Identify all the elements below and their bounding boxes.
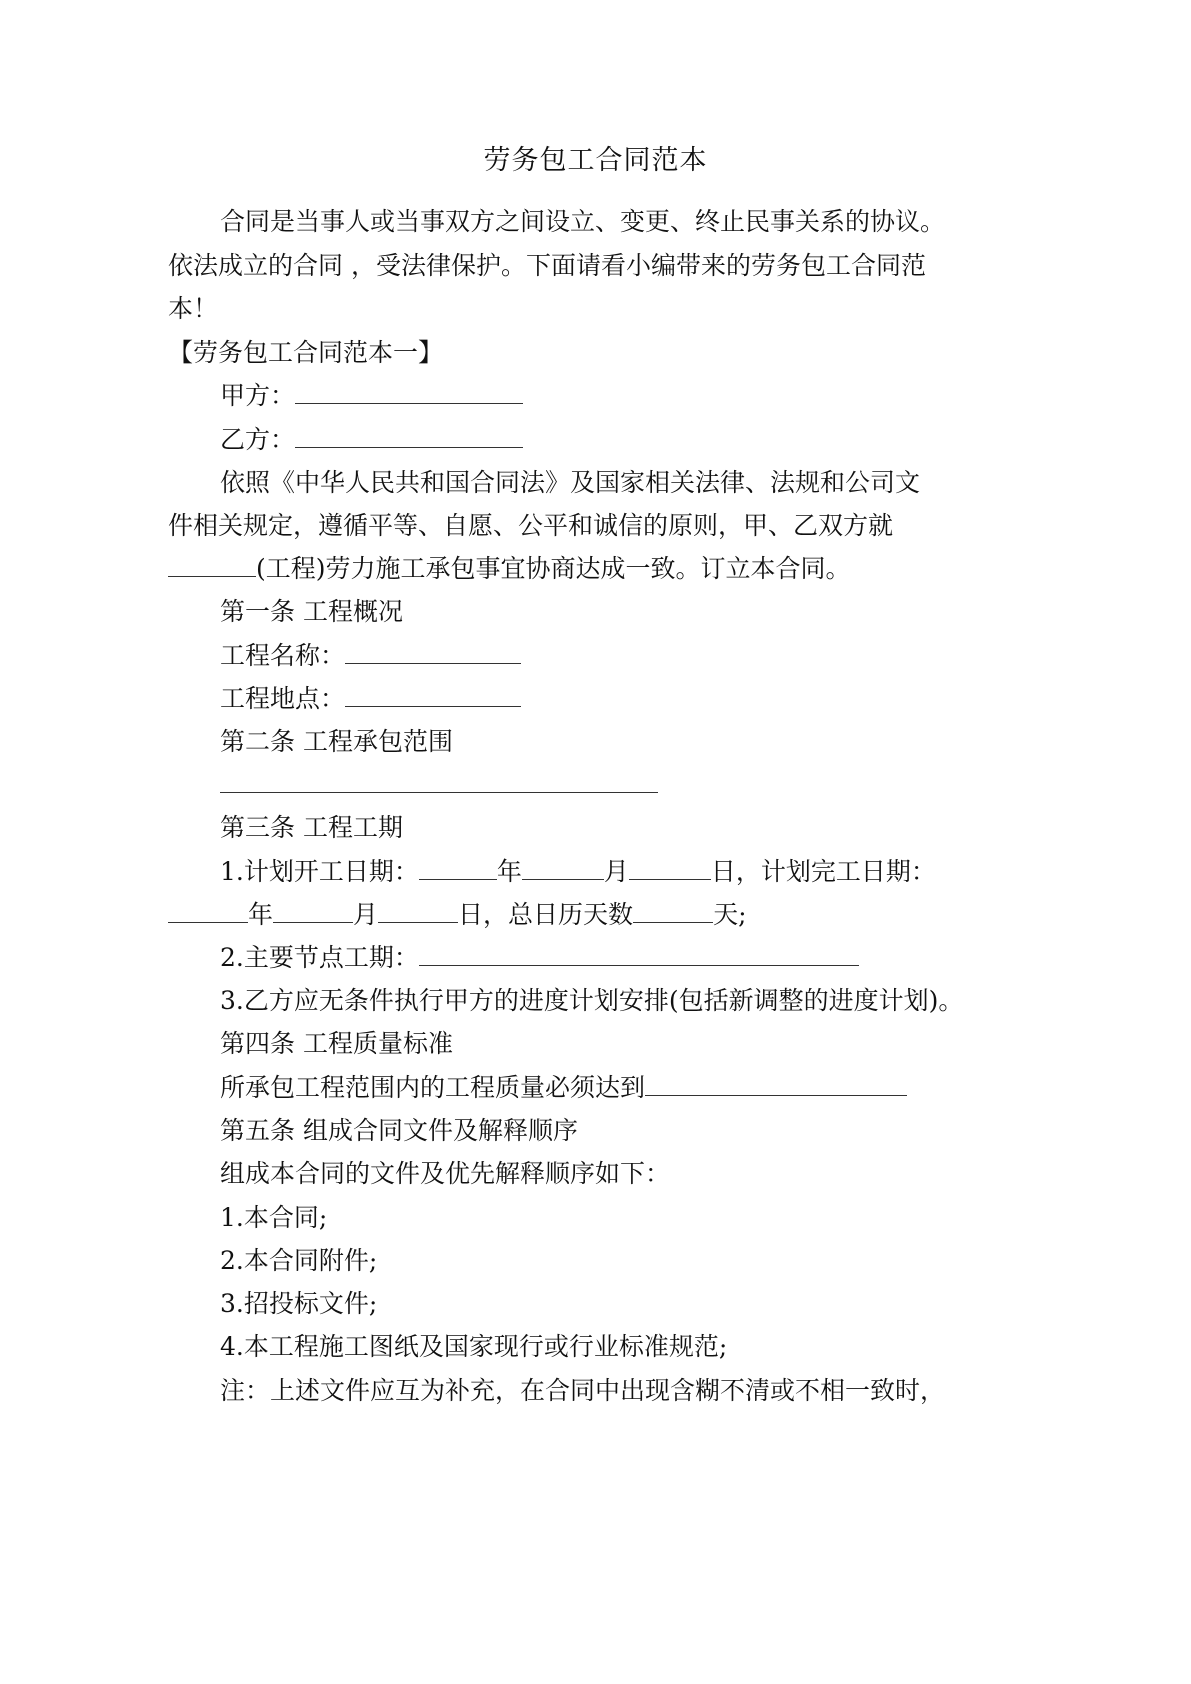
article3-heading: 第三条 工程工期 <box>220 813 403 842</box>
total-days-blank <box>633 900 713 923</box>
milestone-line <box>220 942 859 974</box>
article2-heading: 第二条 工程承包范围 <box>220 727 453 756</box>
list-item: 3.招投标文件; <box>220 1289 378 1318</box>
intro-line-1: 合同是当事人或当事双方之间设立、变更、终止民事关系的协议。 <box>220 207 946 236</box>
quality-blank <box>645 1073 907 1096</box>
list-item: 2.本合同附件; <box>220 1246 378 1275</box>
total-days-unit: 天; <box>713 900 747 929</box>
start-day-blank <box>629 857 711 880</box>
quality-line <box>220 1072 907 1104</box>
start-month-unit: 月 <box>603 857 629 886</box>
article4-heading: 第四条 工程质量标准 <box>220 1029 453 1058</box>
end-year-blank <box>168 900 248 923</box>
schedule-start-line <box>220 856 936 888</box>
quality-text: 所承包工程范围内的工程质量必须达到 <box>220 1073 646 1102</box>
intro-line-3: 本！ <box>168 294 219 323</box>
project-name-label: 工程名称： <box>220 641 346 670</box>
project-name-blank <box>345 641 521 664</box>
preamble-line-3-text: (工程)劳力施工承包事宜协商达成一致。订立本合同。 <box>256 554 851 583</box>
milestone-blank <box>419 943 859 966</box>
preamble-line-3 <box>168 553 851 585</box>
end-day-unit: 日， <box>458 900 509 929</box>
article5-note: 注：上述文件应互为补充，在合同中出现含糊不清或不相一致时， <box>220 1376 946 1405</box>
project-location-blank <box>345 684 521 707</box>
article1-heading: 第一条 工程概况 <box>220 597 403 626</box>
section-heading: 【劳务包工合同范本一】 <box>168 338 444 367</box>
schedule-item-3: 3.乙方应无条件执行甲方的进度计划安排(包括新调整的进度计划)。 <box>220 986 964 1015</box>
party-a-blank <box>295 381 523 404</box>
project-blank <box>168 554 256 577</box>
total-days-label: 总日历天数 <box>508 900 634 929</box>
project-name-line <box>220 640 521 672</box>
milestone-label: 2.主要节点工期： <box>220 943 419 972</box>
start-year-unit: 年 <box>496 857 522 886</box>
article5-intro: 组成本合同的文件及优先解释顺序如下： <box>220 1159 671 1188</box>
scope-blank-line <box>220 792 658 793</box>
intro-line-2: 依法成立的合同 ，受法律保护。下面请看小编带来的劳务包工合同范 <box>168 251 926 280</box>
project-location-label: 工程地点： <box>220 684 346 713</box>
start-month-blank <box>522 857 604 880</box>
list-item: 4.本工程施工图纸及国家现行或行业标准规范; <box>220 1332 728 1361</box>
schedule-start-label: 1.计划开工日期： <box>220 857 419 886</box>
start-day-unit: 日， <box>710 857 761 886</box>
planned-end-label: 计划完工日期： <box>760 857 936 886</box>
party-a-label: 甲方： <box>220 381 296 410</box>
end-month-unit: 月 <box>353 900 379 929</box>
list-item: 1.本合同; <box>220 1203 328 1232</box>
end-year-unit: 年 <box>248 900 274 929</box>
start-year-blank <box>419 857 497 880</box>
party-b-label: 乙方： <box>220 425 296 454</box>
preamble-line-1: 依照《中华人民共和国合同法》及国家相关法律、法规和公司文 <box>220 468 921 497</box>
schedule-end-line <box>168 899 747 931</box>
project-location-line <box>220 683 521 715</box>
party-b-line <box>220 424 523 456</box>
article5-heading: 第五条 组成合同文件及解释顺序 <box>220 1116 578 1145</box>
party-b-blank <box>295 425 523 448</box>
document-title: 劳务包工合同范本 <box>483 145 708 176</box>
end-month-blank <box>273 900 353 923</box>
end-day-blank <box>378 900 458 923</box>
preamble-line-2: 件相关规定，遵循平等、自愿、公平和诚信的原则，甲、乙双方就 <box>168 511 894 540</box>
party-a-line <box>220 380 523 412</box>
